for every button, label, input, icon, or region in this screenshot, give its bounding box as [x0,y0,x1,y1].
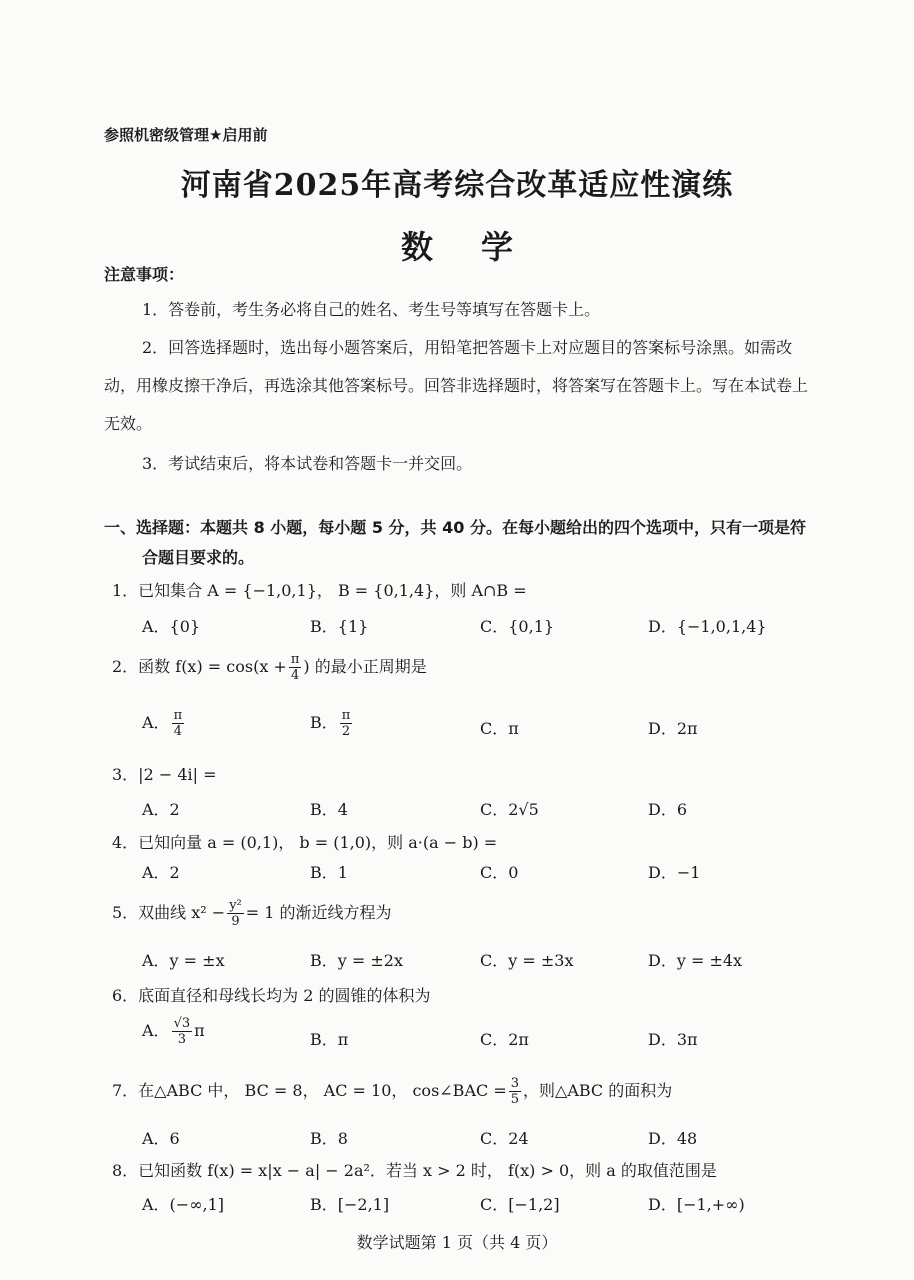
question-1-stem: 1．已知集合 A = {−1,0,1}， B = {0,1,4}，则 A∩B = [112,581,527,600]
question-2-option-d [648,716,698,739]
frac-num: √3 [173,1016,191,1031]
question-5-option-d: D．y = ±4x [648,951,743,970]
question-4-option-c: C．0 [480,863,519,882]
question-8-option-a: A．(−∞,1] [142,1195,225,1214]
option-value: 2π [676,719,698,738]
question-8-option-d: D．[−1,+∞) [648,1195,745,1214]
option-value: 3π [676,1030,698,1049]
question-2-stem-pre: 2．函数 f(x) = cos(x + [112,657,287,676]
question-5-option-b: B．y = ±2x [310,951,403,970]
note-item-3: 3．考试结束后，将本试卷和答题卡一并交回。 [142,454,473,473]
question-6-option-d [648,1027,698,1050]
question-7-option-c: C．24 [480,1129,529,1148]
question-7-stem [112,1076,672,1107]
question-3-option-a: A．2 [142,800,180,819]
question-2-fraction [289,652,302,683]
question-4-option-a: A．2 [142,863,180,882]
option-label: B． [310,713,338,732]
question-5-stem-pre: 5．双曲线 x² − [112,903,226,922]
option-label: A． [142,1021,170,1040]
question-6-option-b [310,1027,348,1050]
question-5-frac-den: 9 [231,914,240,929]
question-3-option-c: C．2√5 [480,800,539,819]
question-4-option-d: D．−1 [648,863,701,882]
question-6-stem: 6．底面直径和母线长均为 2 的圆锥的体积为 [112,986,431,1005]
section-heading: 一、选择题：本题共 8 小题，每小题 5 分，共 40 分。在每小题给出的四个选项中，只有一项是符合题目要求的。 [104,518,806,567]
question-7-stem-pre: 7．在△ABC 中， BC = 8， AC = 10， cos∠BAC = [112,1081,507,1100]
notes-heading: 注意事项： [104,265,185,284]
question-5-option-c: C．y = ±3x [480,951,574,970]
option-label: B． [310,1030,338,1049]
question-5-stem-post: = 1 的渐近线方程为 [245,903,392,922]
option-fraction [172,708,185,739]
question-2-option-b [310,708,354,739]
question-1-option-c: C．{0,1} [480,617,555,636]
option-fraction [340,708,353,739]
option-value: 2π [508,1030,529,1049]
note-item-2: 2．回答选择题时，选出每小题答案后，用铅笔把答题卡上对应题目的答案标号涂黑。如需改动，用橡皮擦干净后，再选涂其他答案标号。回答非选择题时，将答案写在答题卡上。写在本试卷上无效。 [104,338,809,433]
exam-title: 河南省2025年高考综合改革适应性演练 [180,168,734,203]
note-item-1: 1．答卷前，考生务必将自己的姓名、考生号等填写在答题卡上。 [142,300,601,319]
option-fraction [172,1016,193,1047]
question-4-option-b: B．1 [310,863,348,882]
question-8-stem: 8．已知函数 f(x) = x|x − a| − 2a²．若当 x > 2 时， f(x) > 0，则 a 的取值范围是 [112,1161,717,1180]
subject-title: 数学 [400,228,561,266]
page-footer: 数学试题第 1 页（共 4 页） [356,1233,558,1252]
question-5-fraction [227,898,244,929]
question-8-option-c: C．[−1,2] [480,1195,560,1214]
option-label: C． [480,719,509,738]
question-7-stem-post: ，则△ABC 的面积为 [523,1081,673,1100]
question-1-option-b: B．{1} [310,617,369,636]
option-value: π [337,1030,349,1049]
question-3-option-d: D．6 [648,800,688,819]
question-7-fraction [509,1076,521,1107]
question-2-option-c [480,716,519,739]
question-2-frac-num: π [290,652,300,667]
question-2-frac-den: 4 [290,668,300,683]
question-2-stem-post: ) 的最小正周期是 [303,657,427,676]
question-5-stem [112,898,392,929]
question-1-option-a: A．{0} [142,617,201,636]
question-7-option-b: B．8 [310,1129,348,1148]
frac-num: π [173,708,183,723]
question-5-option-a: A．y = ±x [142,951,225,970]
question-7-option-a: A．6 [142,1129,180,1148]
question-2-stem [112,652,427,683]
question-6-option-a [142,1016,205,1047]
frac-den: 3 [177,1032,186,1047]
question-3-option-b: B．4 [310,800,348,819]
frac-num: π [341,708,351,723]
question-5-frac-num: y² [229,898,242,913]
question-4-stem: 4．已知向量 a = (0,1)， b = (1,0)，则 a·(a − b) = [112,833,498,852]
question-7-frac-num: 3 [510,1076,520,1091]
frac-den: 4 [173,724,182,739]
frac-den: 2 [341,724,351,739]
question-7-option-d: D．48 [648,1129,698,1148]
question-1-option-d: D．{−1,0,1,4} [648,617,767,636]
option-tail: π [194,1021,205,1040]
question-6-option-c [480,1027,529,1050]
option-label: D． [648,719,677,738]
question-2-option-a [142,708,186,739]
option-label: A． [142,713,170,732]
question-7-frac-den: 5 [510,1092,520,1107]
question-8-option-b: B．[−2,1] [310,1195,390,1214]
option-label: D． [648,1030,677,1049]
option-label: C． [480,1030,509,1049]
question-3-stem: 3．|2 − 4i| = [112,765,217,784]
secret-mark: 参照机密级管理★启用前 [104,126,268,144]
option-value: π [508,719,519,738]
